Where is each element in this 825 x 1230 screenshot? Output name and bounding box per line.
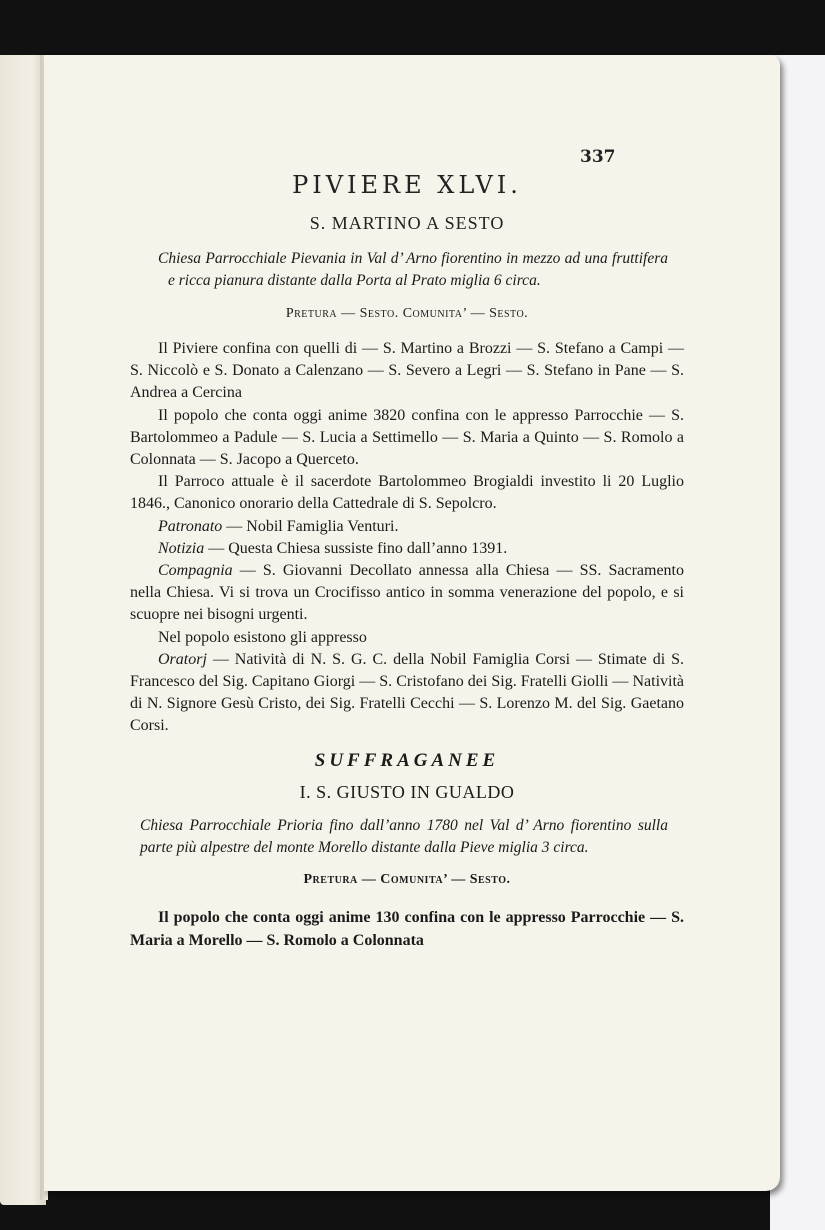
suffraganee-heading: SUFFRAGANEE xyxy=(314,749,500,771)
paragraph-popolo: Il popolo che conta oggi anime 3820 confina con le appresso Parrocchie — S. Bartolommeo a Padule — S. Lucia a Settimello — S. Maria a Quinto — S. Romolo a Colonnata — S. Jacopo a Querceto. xyxy=(130,406,684,469)
page-number: 337 xyxy=(580,147,616,167)
paragraph-patronato xyxy=(130,516,684,538)
page-content xyxy=(130,147,684,968)
church-title: S. MARTINO A SESTO xyxy=(309,213,505,233)
paragraph-confina: Il Piviere confina con quelli di — S. Martino a Brozzi — S. Stefano a Campi — S. Niccolò e S. Donato a Calenzano — S. Severo a Legri — S. Stefano in Pane — S. Andrea a Cercina xyxy=(130,340,684,402)
body-text xyxy=(130,338,684,738)
paragraph-notizia xyxy=(130,538,684,560)
sub-paragraph-popolo: Il popolo che conta oggi anime 130 confina con le appresso Parrocchie — S. Maria a Morello — S. Romolo a Colonnata xyxy=(130,908,684,949)
section-title: PIVIERE XLVI. xyxy=(292,171,522,199)
book-page xyxy=(44,55,780,1191)
paragraph-compagnia xyxy=(130,560,684,627)
notizia-text: — Questa Chiesa sussiste fino dall’anno 1391. xyxy=(204,539,508,557)
oratorj-text: — Natività di N. S. G. C. della Nobil Famiglia Corsi — Stimate di S. Francesco del Sig. Capitano Giorgi — S. Cristofano dei Sig. Fratelli Giolli — Natività di N. Signore Gesù Cristo, dei Sig. Fratelli Cecchi — S. Lorenzo M. del Sig. Gaetano Corsi. xyxy=(130,650,684,735)
oratorj-label: Oratorj xyxy=(158,650,207,668)
sub-church-description: Chiesa Parrocchiale Prioria fino dall’anno 1780 nel Val d’ Arno fiorentino sulla parte più alpestre del monte Morello distante dalla Pieve miglia 3 circa. xyxy=(140,816,668,857)
paragraph-esistono: Nel popolo esistono gli appresso xyxy=(158,628,367,646)
paragraph-oratorj xyxy=(130,649,684,738)
patronato-text: — Nobil Famiglia Venturi. xyxy=(222,517,399,535)
compagnia-label: Compagnia xyxy=(158,562,233,580)
sub-church-title: I. S. GIUSTO IN GUALDO xyxy=(299,781,515,802)
sub-pretura-line: Pretura — Comunita’ — Sesto. xyxy=(303,871,511,887)
compagnia-text: — S. Giovanni Decollato annessa alla Chiesa — SS. Sacramento nella Chiesa. Vi si trova un Crocifisso antico in somma venerazione del popolo, e si scuopre nei bisogni urgenti. xyxy=(130,562,684,624)
pretura-line: Pretura — Sesto. Comunita’ — Sesto. xyxy=(285,306,529,321)
notizia-label: Notizia xyxy=(158,539,205,557)
church-description: Chiesa Parrocchiale Pievania in Val d’ Arno fiorentino in mezzo ad una fruttifera e ricca pianura distante dalla Porta al Prato miglia 6 circa. xyxy=(158,250,668,289)
patronato-label: Patronato xyxy=(158,517,223,535)
paragraph-parroco: Il Parroco attuale è il sacerdote Bartolommeo Brogialdi investito li 20 Luglio 1846., Canonico onorario della Cattedrale di S. Sepolcro. xyxy=(130,473,684,513)
